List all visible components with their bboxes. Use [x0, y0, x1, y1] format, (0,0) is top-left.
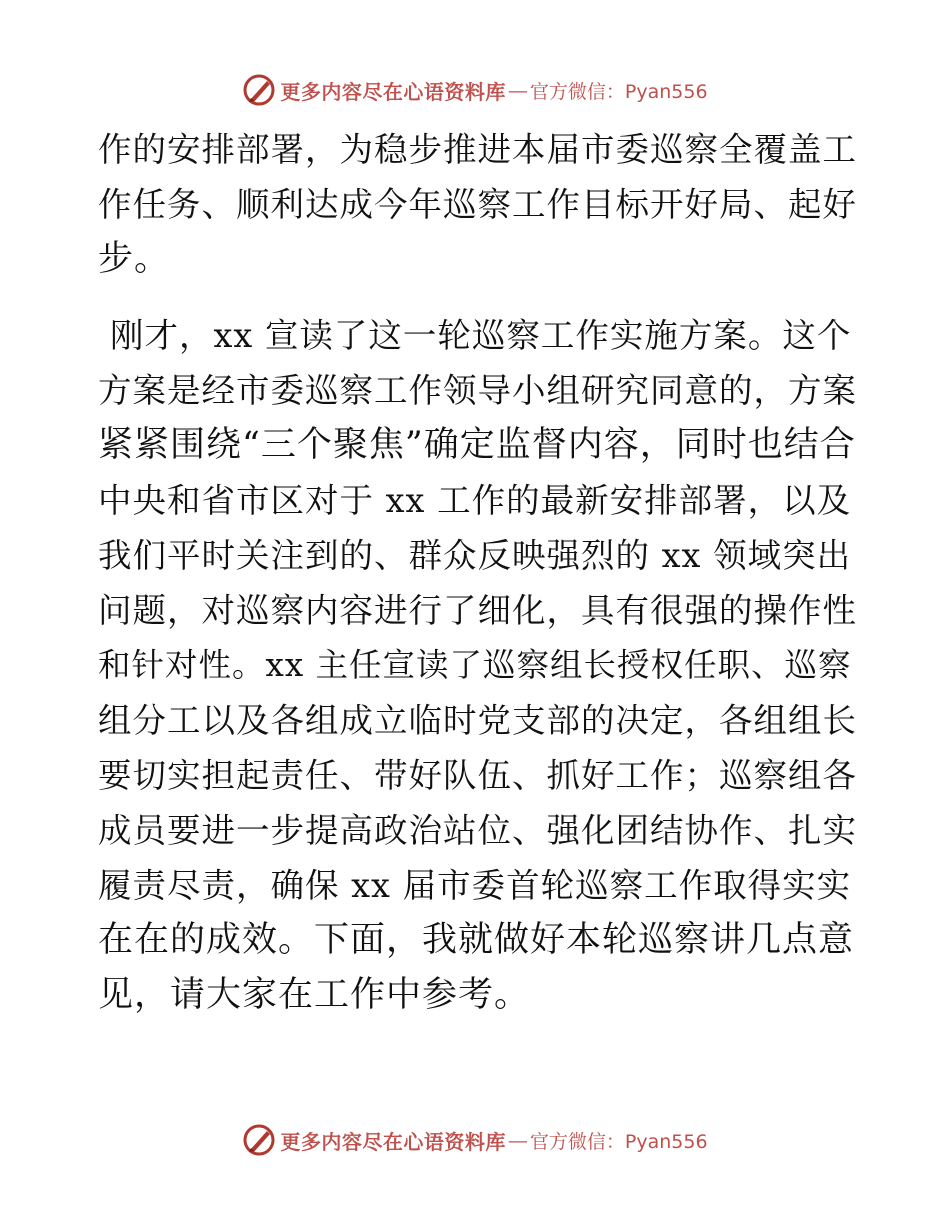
banner-wechat: 官方微信：Pyan556 — [529, 1130, 708, 1153]
banner-title: 更多内容尽在心语资料库 — [280, 1129, 506, 1154]
text-line: 成员要进一步提高政治站位、强化团结协作、扎实 — [98, 811, 857, 850]
paragraph-gap — [98, 287, 858, 308]
text-line: 组分工以及各组成立临时党支部的决定，各组组长 — [98, 701, 857, 740]
text-line: 作任务、顺利达成今年巡察工作目标开好局、起好 — [98, 185, 857, 224]
text-line: 在在的成效。下面，我就做好本轮巡察讲几点意 — [98, 920, 855, 960]
text-line: 要切实担起责任、带好队伍、抓好工作；巡察组各 — [98, 756, 857, 795]
header-banner — [0, 70, 950, 110]
banner-dash: — — [507, 78, 528, 102]
text-line: 见，请大家在工作中参考。 — [98, 975, 531, 1015]
text-line: 我们平时关注到的、群众反映强烈的 xx 领域突出 — [98, 536, 852, 575]
text-line: 履责尽责，确保 xx 届市委首轮巡察工作取得实实 — [98, 866, 852, 905]
banner-wechat: 官方微信：Pyan556 — [529, 80, 708, 103]
text-line: 刚才，xx 宣读了这一轮巡察工作实施方案。这个 — [110, 316, 852, 355]
text-line: 中央和省市区对于 xx 工作的最新安排部署，以及 — [98, 481, 852, 520]
text-line: 方案是经市委巡察工作领导小组研究同意的，方案 — [98, 371, 857, 410]
footer-banner — [0, 1120, 950, 1160]
text-line: 紧紧围绕“三个聚焦”确定监督内容，同时也结合 — [98, 425, 856, 465]
text-line: 步。 — [98, 239, 171, 279]
pen-logo-icon — [242, 1123, 276, 1157]
text-line: 问题，对巡察内容进行了细化，具有很强的操作性 — [98, 591, 857, 630]
document-body — [98, 122, 858, 1023]
text-line: 和针对性。xx 主任宣读了巡察组长授权任职、巡察 — [98, 646, 852, 684]
banner-dash: — — [507, 1128, 528, 1152]
banner-title: 更多内容尽在心语资料库 — [280, 79, 506, 104]
pen-logo-icon — [242, 73, 276, 107]
paragraph-1 — [98, 122, 858, 287]
paragraph-2 — [98, 308, 858, 1023]
text-line: 作的安排部署，为稳步推进本届市委巡察全覆盖工 — [98, 130, 857, 169]
